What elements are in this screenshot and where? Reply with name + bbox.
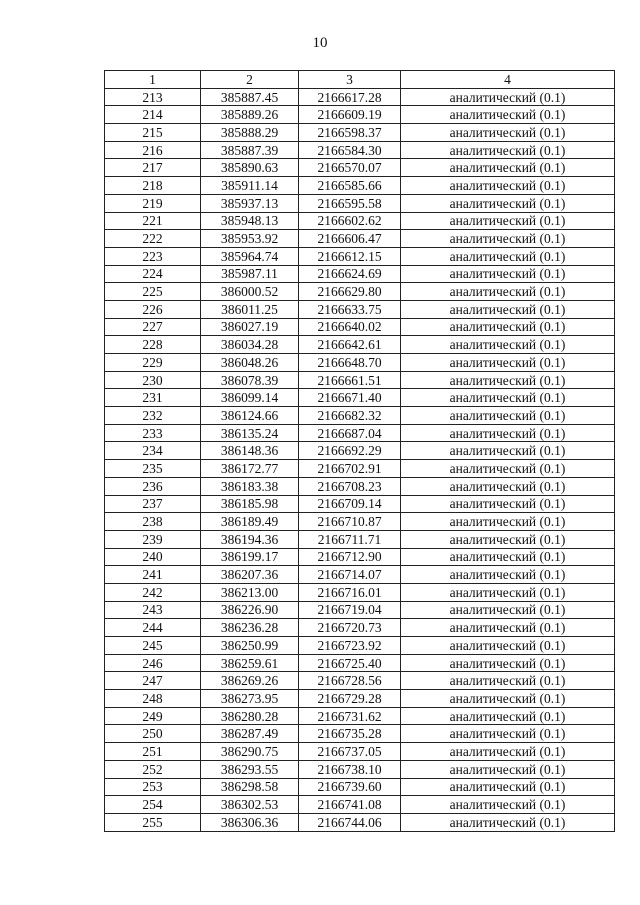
point-number-cell: 236 [105,477,201,495]
method-cell: аналитический (0.1) [401,743,615,761]
table-row [105,389,615,407]
table-row [105,637,615,655]
table-header-row [105,71,615,89]
y-coordinate-cell: 2166709.14 [299,495,401,513]
x-coordinate-cell: 386226.90 [201,601,299,619]
y-coordinate-cell: 2166710.87 [299,513,401,531]
method-cell: аналитический (0.1) [401,690,615,708]
x-coordinate-cell: 386302.53 [201,796,299,814]
table-row [105,583,615,601]
method-cell: аналитический (0.1) [401,548,615,566]
table-row [105,707,615,725]
point-number-cell: 252 [105,760,201,778]
x-coordinate-cell: 385964.74 [201,247,299,265]
point-number-cell: 235 [105,460,201,478]
point-number-cell: 213 [105,88,201,106]
y-coordinate-cell: 2166741.08 [299,796,401,814]
y-coordinate-cell: 2166682.32 [299,407,401,425]
y-coordinate-cell: 2166671.40 [299,389,401,407]
method-cell: аналитический (0.1) [401,477,615,495]
y-coordinate-cell: 2166731.62 [299,707,401,725]
point-number-cell: 219 [105,194,201,212]
point-number-cell: 247 [105,672,201,690]
point-number-cell: 244 [105,619,201,637]
table-row [105,318,615,336]
point-number-cell: 241 [105,566,201,584]
point-number-cell: 222 [105,230,201,248]
y-coordinate-cell: 2166585.66 [299,177,401,195]
y-coordinate-cell: 2166624.69 [299,265,401,283]
y-coordinate-cell: 2166598.37 [299,124,401,142]
point-number-cell: 227 [105,318,201,336]
point-number-cell: 221 [105,212,201,230]
x-coordinate-cell: 386034.28 [201,336,299,354]
y-coordinate-cell: 2166744.06 [299,813,401,831]
method-cell: аналитический (0.1) [401,707,615,725]
y-coordinate-cell: 2166602.62 [299,212,401,230]
point-number-cell: 254 [105,796,201,814]
point-number-cell: 231 [105,389,201,407]
table-row [105,300,615,318]
method-cell: аналитический (0.1) [401,530,615,548]
x-coordinate-cell: 386259.61 [201,654,299,672]
x-coordinate-cell: 385911.14 [201,177,299,195]
table-row [105,566,615,584]
column-header-1: 1 [105,71,201,89]
table-row [105,424,615,442]
x-coordinate-cell: 386293.55 [201,760,299,778]
point-number-cell: 234 [105,442,201,460]
y-coordinate-cell: 2166617.28 [299,88,401,106]
y-coordinate-cell: 2166633.75 [299,300,401,318]
y-coordinate-cell: 2166692.29 [299,442,401,460]
method-cell: аналитический (0.1) [401,106,615,124]
x-coordinate-cell: 386194.36 [201,530,299,548]
method-cell: аналитический (0.1) [401,318,615,336]
y-coordinate-cell: 2166687.04 [299,424,401,442]
point-number-cell: 223 [105,247,201,265]
column-header-4: 4 [401,71,615,89]
x-coordinate-cell: 385948.13 [201,212,299,230]
y-coordinate-cell: 2166584.30 [299,141,401,159]
x-coordinate-cell: 386099.14 [201,389,299,407]
table-row [105,407,615,425]
point-number-cell: 245 [105,637,201,655]
table-row [105,265,615,283]
method-cell: аналитический (0.1) [401,141,615,159]
point-number-cell: 239 [105,530,201,548]
y-coordinate-cell: 2166642.61 [299,336,401,354]
method-cell: аналитический (0.1) [401,300,615,318]
method-cell: аналитический (0.1) [401,424,615,442]
x-coordinate-cell: 386183.38 [201,477,299,495]
y-coordinate-cell: 2166648.70 [299,354,401,372]
x-coordinate-cell: 385937.13 [201,194,299,212]
point-number-cell: 249 [105,707,201,725]
table-row [105,247,615,265]
x-coordinate-cell: 386185.98 [201,495,299,513]
table-row [105,159,615,177]
x-coordinate-cell: 386280.28 [201,707,299,725]
method-cell: аналитический (0.1) [401,442,615,460]
table-row [105,672,615,690]
method-cell: аналитический (0.1) [401,583,615,601]
method-cell: аналитический (0.1) [401,159,615,177]
y-coordinate-cell: 2166661.51 [299,371,401,389]
point-number-cell: 238 [105,513,201,531]
point-number-cell: 255 [105,813,201,831]
point-number-cell: 240 [105,548,201,566]
point-number-cell: 253 [105,778,201,796]
x-coordinate-cell: 386290.75 [201,743,299,761]
method-cell: аналитический (0.1) [401,778,615,796]
x-coordinate-cell: 386027.19 [201,318,299,336]
y-coordinate-cell: 2166708.23 [299,477,401,495]
table-row [105,796,615,814]
point-number-cell: 230 [105,371,201,389]
column-header-3: 3 [299,71,401,89]
method-cell: аналитический (0.1) [401,124,615,142]
point-number-cell: 225 [105,283,201,301]
point-number-cell: 246 [105,654,201,672]
x-coordinate-cell: 385889.26 [201,106,299,124]
x-coordinate-cell: 386148.36 [201,442,299,460]
method-cell: аналитический (0.1) [401,796,615,814]
table-row [105,371,615,389]
method-cell: аналитический (0.1) [401,230,615,248]
coordinates-table [104,70,615,832]
method-cell: аналитический (0.1) [401,637,615,655]
table-row [105,212,615,230]
point-number-cell: 242 [105,583,201,601]
table-row [105,141,615,159]
method-cell: аналитический (0.1) [401,265,615,283]
table-row [105,88,615,106]
x-coordinate-cell: 386298.58 [201,778,299,796]
x-coordinate-cell: 386207.36 [201,566,299,584]
method-cell: аналитический (0.1) [401,495,615,513]
table-row [105,124,615,142]
y-coordinate-cell: 2166738.10 [299,760,401,778]
y-coordinate-cell: 2166702.91 [299,460,401,478]
x-coordinate-cell: 386172.77 [201,460,299,478]
point-number-cell: 228 [105,336,201,354]
method-cell: аналитический (0.1) [401,407,615,425]
table-row [105,654,615,672]
x-coordinate-cell: 386306.36 [201,813,299,831]
table-row [105,354,615,372]
method-cell: аналитический (0.1) [401,654,615,672]
x-coordinate-cell: 385887.45 [201,88,299,106]
table-row [105,813,615,831]
point-number-cell: 217 [105,159,201,177]
x-coordinate-cell: 386078.39 [201,371,299,389]
x-coordinate-cell: 386287.49 [201,725,299,743]
table-row [105,336,615,354]
x-coordinate-cell: 386048.26 [201,354,299,372]
y-coordinate-cell: 2166737.05 [299,743,401,761]
y-coordinate-cell: 2166716.01 [299,583,401,601]
x-coordinate-cell: 386135.24 [201,424,299,442]
method-cell: аналитический (0.1) [401,247,615,265]
method-cell: аналитический (0.1) [401,354,615,372]
table-row [105,460,615,478]
point-number-cell: 250 [105,725,201,743]
x-coordinate-cell: 386011.25 [201,300,299,318]
table-row [105,725,615,743]
table-row [105,743,615,761]
table-row [105,283,615,301]
method-cell: аналитический (0.1) [401,672,615,690]
table-row [105,530,615,548]
table-row [105,690,615,708]
y-coordinate-cell: 2166606.47 [299,230,401,248]
table-row [105,177,615,195]
point-number-cell: 215 [105,124,201,142]
method-cell: аналитический (0.1) [401,601,615,619]
x-coordinate-cell: 386199.17 [201,548,299,566]
point-number-cell: 233 [105,424,201,442]
x-coordinate-cell: 386124.66 [201,407,299,425]
x-coordinate-cell: 385888.29 [201,124,299,142]
point-number-cell: 218 [105,177,201,195]
table-row [105,230,615,248]
table-body [105,88,615,831]
table-row [105,477,615,495]
page-number: 10 [312,35,328,51]
point-number-cell: 216 [105,141,201,159]
method-cell: аналитический (0.1) [401,813,615,831]
y-coordinate-cell: 2166570.07 [299,159,401,177]
y-coordinate-cell: 2166609.19 [299,106,401,124]
table-row [105,194,615,212]
y-coordinate-cell: 2166719.04 [299,601,401,619]
method-cell: аналитический (0.1) [401,336,615,354]
x-coordinate-cell: 386273.95 [201,690,299,708]
x-coordinate-cell: 385887.39 [201,141,299,159]
x-coordinate-cell: 386189.49 [201,513,299,531]
y-coordinate-cell: 2166595.58 [299,194,401,212]
x-coordinate-cell: 385987.11 [201,265,299,283]
method-cell: аналитический (0.1) [401,513,615,531]
table-row [105,106,615,124]
y-coordinate-cell: 2166712.90 [299,548,401,566]
table-row [105,548,615,566]
method-cell: аналитический (0.1) [401,760,615,778]
column-header-2: 2 [201,71,299,89]
method-cell: аналитический (0.1) [401,194,615,212]
table-row [105,601,615,619]
point-number-cell: 229 [105,354,201,372]
method-cell: аналитический (0.1) [401,619,615,637]
y-coordinate-cell: 2166629.80 [299,283,401,301]
x-coordinate-cell: 386250.99 [201,637,299,655]
y-coordinate-cell: 2166720.73 [299,619,401,637]
method-cell: аналитический (0.1) [401,566,615,584]
y-coordinate-cell: 2166612.15 [299,247,401,265]
table-row [105,495,615,513]
method-cell: аналитический (0.1) [401,371,615,389]
x-coordinate-cell: 386000.52 [201,283,299,301]
y-coordinate-cell: 2166728.56 [299,672,401,690]
point-number-cell: 224 [105,265,201,283]
point-number-cell: 237 [105,495,201,513]
method-cell: аналитический (0.1) [401,725,615,743]
method-cell: аналитический (0.1) [401,283,615,301]
method-cell: аналитический (0.1) [401,177,615,195]
y-coordinate-cell: 2166729.28 [299,690,401,708]
table-row [105,442,615,460]
x-coordinate-cell: 385953.92 [201,230,299,248]
y-coordinate-cell: 2166711.71 [299,530,401,548]
point-number-cell: 226 [105,300,201,318]
method-cell: аналитический (0.1) [401,389,615,407]
table-row [105,760,615,778]
x-coordinate-cell: 386213.00 [201,583,299,601]
point-number-cell: 214 [105,106,201,124]
y-coordinate-cell: 2166723.92 [299,637,401,655]
point-number-cell: 232 [105,407,201,425]
x-coordinate-cell: 386236.28 [201,619,299,637]
method-cell: аналитический (0.1) [401,460,615,478]
table-row [105,619,615,637]
method-cell: аналитический (0.1) [401,88,615,106]
x-coordinate-cell: 386269.26 [201,672,299,690]
table-row [105,513,615,531]
point-number-cell: 243 [105,601,201,619]
y-coordinate-cell: 2166714.07 [299,566,401,584]
x-coordinate-cell: 385890.63 [201,159,299,177]
table-row [105,778,615,796]
y-coordinate-cell: 2166640.02 [299,318,401,336]
point-number-cell: 251 [105,743,201,761]
y-coordinate-cell: 2166725.40 [299,654,401,672]
point-number-cell: 248 [105,690,201,708]
method-cell: аналитический (0.1) [401,212,615,230]
y-coordinate-cell: 2166735.28 [299,725,401,743]
y-coordinate-cell: 2166739.60 [299,778,401,796]
